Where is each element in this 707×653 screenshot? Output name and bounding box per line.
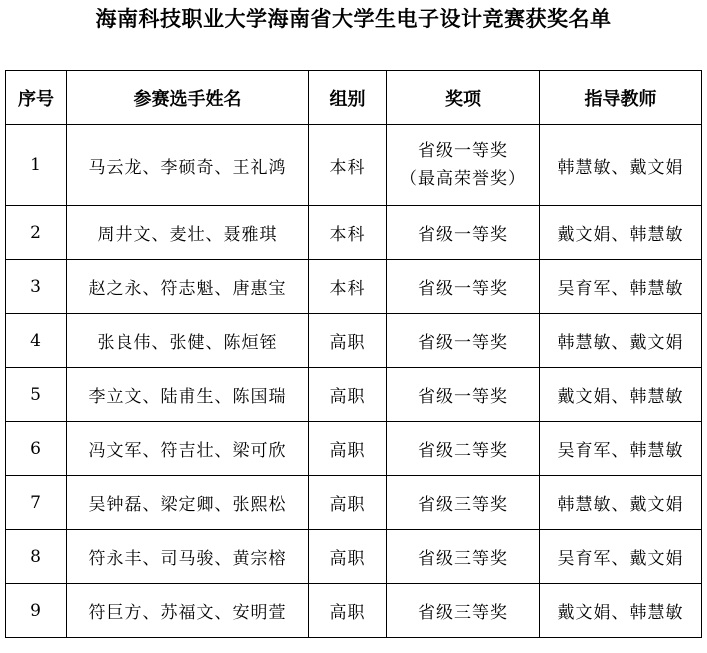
row-no: 9	[6, 584, 67, 638]
header-award: 奖项	[387, 71, 540, 125]
row-names: 符巨方、苏福文、安明萱	[67, 584, 309, 638]
row-group: 高职	[309, 368, 387, 422]
row-names: 李立文、陆甫生、陈国瑞	[67, 368, 309, 422]
row-group: 本科	[309, 206, 387, 260]
header-teachers: 指导教师	[540, 71, 702, 125]
table-row	[6, 584, 702, 638]
table-row	[6, 206, 702, 260]
header-group: 组别	[309, 71, 387, 125]
row-no: 3	[6, 260, 67, 314]
table-header	[6, 71, 702, 125]
row-no: 8	[6, 530, 67, 584]
table-row	[6, 476, 702, 530]
row-award	[387, 125, 540, 206]
row-group: 高职	[309, 422, 387, 476]
row-award: 省级二等奖	[387, 422, 540, 476]
row-award: 省级一等奖	[387, 368, 540, 422]
row-group: 本科	[309, 260, 387, 314]
row-no: 5	[6, 368, 67, 422]
row-award: 省级三等奖	[387, 584, 540, 638]
document-title: 海南科技职业大学海南省大学生电子设计竞赛获奖名单	[95, 7, 612, 31]
row-no: 7	[6, 476, 67, 530]
row-teachers: 戴文娟、韩慧敏	[540, 368, 702, 422]
row-names: 吴钟磊、梁定卿、张熙松	[67, 476, 309, 530]
row-teachers: 韩慧敏、戴文娟	[540, 476, 702, 530]
award-note: （最高荣誉奖）	[400, 169, 526, 189]
row-award: 省级三等奖	[387, 476, 540, 530]
row-teachers: 戴文娟、韩慧敏	[540, 584, 702, 638]
row-group: 高职	[309, 314, 387, 368]
row-group: 本科	[309, 125, 387, 206]
row-names: 周井文、麦壮、聂雅琪	[67, 206, 309, 260]
table-body	[6, 125, 702, 638]
row-group: 高职	[309, 530, 387, 584]
row-no: 6	[6, 422, 67, 476]
row-no: 1	[6, 125, 67, 206]
row-teachers: 吴育军、韩慧敏	[540, 422, 702, 476]
row-award: 省级一等奖	[387, 206, 540, 260]
row-group: 高职	[309, 584, 387, 638]
award-text: 省级一等奖	[418, 141, 508, 161]
row-names: 赵之永、符志魁、唐惠宝	[67, 260, 309, 314]
row-teachers: 吴育军、韩慧敏	[540, 260, 702, 314]
row-names: 冯文军、符吉壮、梁可欣	[67, 422, 309, 476]
header-no: 序号	[6, 71, 67, 125]
row-names: 符永丰、司马骏、黄宗榕	[67, 530, 309, 584]
awards-table	[5, 70, 702, 638]
table-row	[6, 125, 702, 206]
row-award: 省级三等奖	[387, 530, 540, 584]
row-award: 省级一等奖	[387, 260, 540, 314]
table-row	[6, 530, 702, 584]
row-names: 马云龙、李硕奇、王礼鸿	[67, 125, 309, 206]
header-names: 参赛选手姓名	[67, 71, 309, 125]
table-row	[6, 368, 702, 422]
row-teachers: 韩慧敏、戴文娟	[540, 314, 702, 368]
row-award: 省级一等奖	[387, 314, 540, 368]
row-teachers: 吴育军、戴文娟	[540, 530, 702, 584]
table-row	[6, 422, 702, 476]
row-group: 高职	[309, 476, 387, 530]
table-row	[6, 314, 702, 368]
header-row	[6, 71, 702, 125]
row-teachers: 戴文娟、韩慧敏	[540, 206, 702, 260]
row-teachers: 韩慧敏、戴文娟	[540, 125, 702, 206]
row-no: 4	[6, 314, 67, 368]
row-names: 张良伟、张健、陈烜铚	[67, 314, 309, 368]
row-no: 2	[6, 206, 67, 260]
table-row	[6, 260, 702, 314]
